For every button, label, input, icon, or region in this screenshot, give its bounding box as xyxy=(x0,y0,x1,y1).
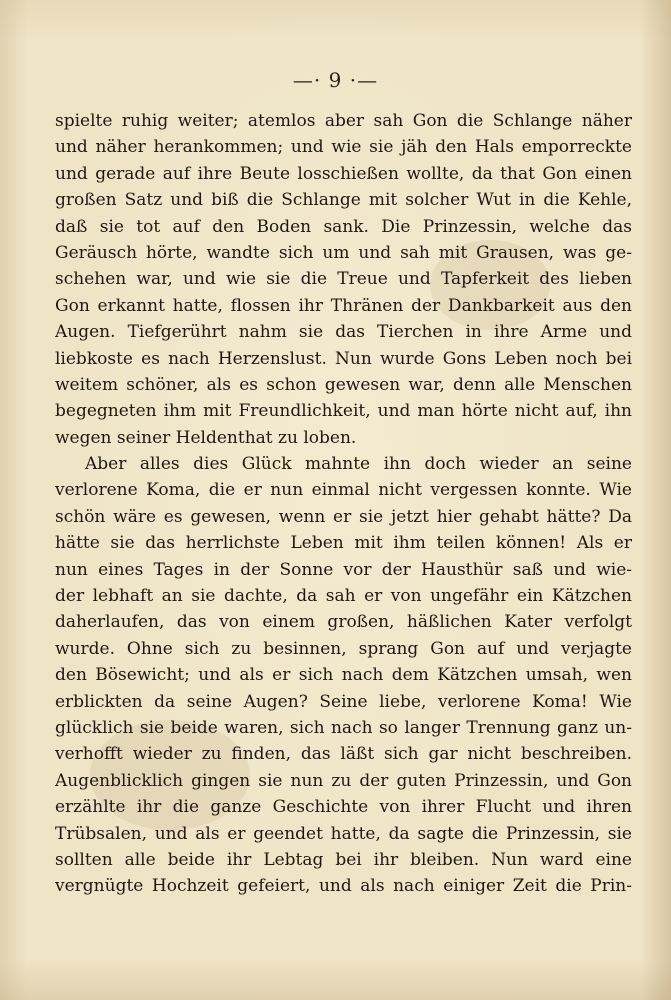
text-line: hätte sie das herrlichste Leben mit ihm teilen können! Als er xyxy=(55,533,632,554)
text-line: erzählte ihr die ganze Geschichte von ihrer Flucht und ihren xyxy=(55,797,632,818)
text-line: Geräusch hörte, wandte sich um und sah mit Grausen, was ge- xyxy=(55,242,632,263)
text-line: großen Satz und biß die Schlange mit solcher Wut in die Kehle, xyxy=(55,190,632,211)
text-line: glücklich sie beide waren, sich nach so langer Trennung ganz un- xyxy=(55,717,632,738)
text-line: verhofft wieder zu finden, das läßt sich gar nicht beschreiben. xyxy=(55,744,632,765)
body-text xyxy=(55,108,632,900)
text-line: erblickten da seine Augen? Seine liebe, verlorene Koma! Wie xyxy=(55,691,632,712)
text-line: schehen war, und wie sie die Treue und Tapferkeit des lieben xyxy=(55,269,632,290)
text-line: weitem schöner, als es schon gewesen war, denn alle Menschen xyxy=(55,374,632,395)
text-line: den Bösewicht; und als er sich nach dem Kätzchen umsah, wen xyxy=(55,665,632,686)
text-line: Augenblicklich gingen sie nun zu der guten Prinzessin, und Gon xyxy=(55,770,632,791)
text-line: Augen. Tiefgerührt nahm sie das Tierchen in ihre Arme und xyxy=(55,322,632,343)
text-line: verlorene Koma, die er nun einmal nicht vergessen konnte. Wie xyxy=(55,480,632,501)
text-line: vergnügte Hochzeit gefeiert, und als nach einiger Zeit die Prin- xyxy=(55,876,632,897)
page-number: —· 9 ·— xyxy=(292,68,379,92)
paragraph-end-line: wegen seiner Heldenthat zu loben. xyxy=(55,427,357,448)
text-line: daß sie tot auf den Boden sank. Die Prinzessin, welche das xyxy=(55,216,632,237)
text-line: und näher herankommen; und wie sie jäh den Hals emporreckte xyxy=(55,137,632,158)
text-line: der lebhaft an sie dachte, da sah er von ungefähr ein Kätzchen xyxy=(55,586,632,607)
text-line: liebkoste es nach Herzenslust. Nun wurde Gons Leben noch bei xyxy=(55,348,632,369)
text-line: spielte ruhig weiter; atemlos aber sah Gon die Schlange näher xyxy=(55,111,632,131)
text-line: Gon erkannt hatte, flossen ihr Thränen der Dankbarkeit aus den xyxy=(55,295,632,316)
paragraph-start-line: Aber alles dies Glück mahnte ihn doch wieder an seine xyxy=(85,454,632,475)
text-line: nun eines Tages in der Sonne vor der Hausthür saß und wie- xyxy=(55,559,632,580)
text-line: wurde. Ohne sich zu besinnen, sprang Gon auf und verjagte xyxy=(55,638,632,659)
text-line: daherlaufen, das von einem großen, häßlichen Kater verfolgt xyxy=(55,612,632,633)
text-line: schön wäre es gewesen, wenn er sie jetzt hier gehabt hätte? Da xyxy=(55,506,632,527)
text-line: begegneten ihm mit Freundlichkeit, und man hörte nicht auf, ihn xyxy=(55,401,632,422)
text-line: und gerade auf ihre Beute losschießen wollte, da that Gon einen xyxy=(55,163,632,184)
text-line: Trübsalen, und als er geendet hatte, da sagte die Prinzessin, sie xyxy=(55,823,632,844)
text-line: sollten alle beide ihr Lebtag bei ihr bleiben. Nun ward eine xyxy=(55,849,632,870)
